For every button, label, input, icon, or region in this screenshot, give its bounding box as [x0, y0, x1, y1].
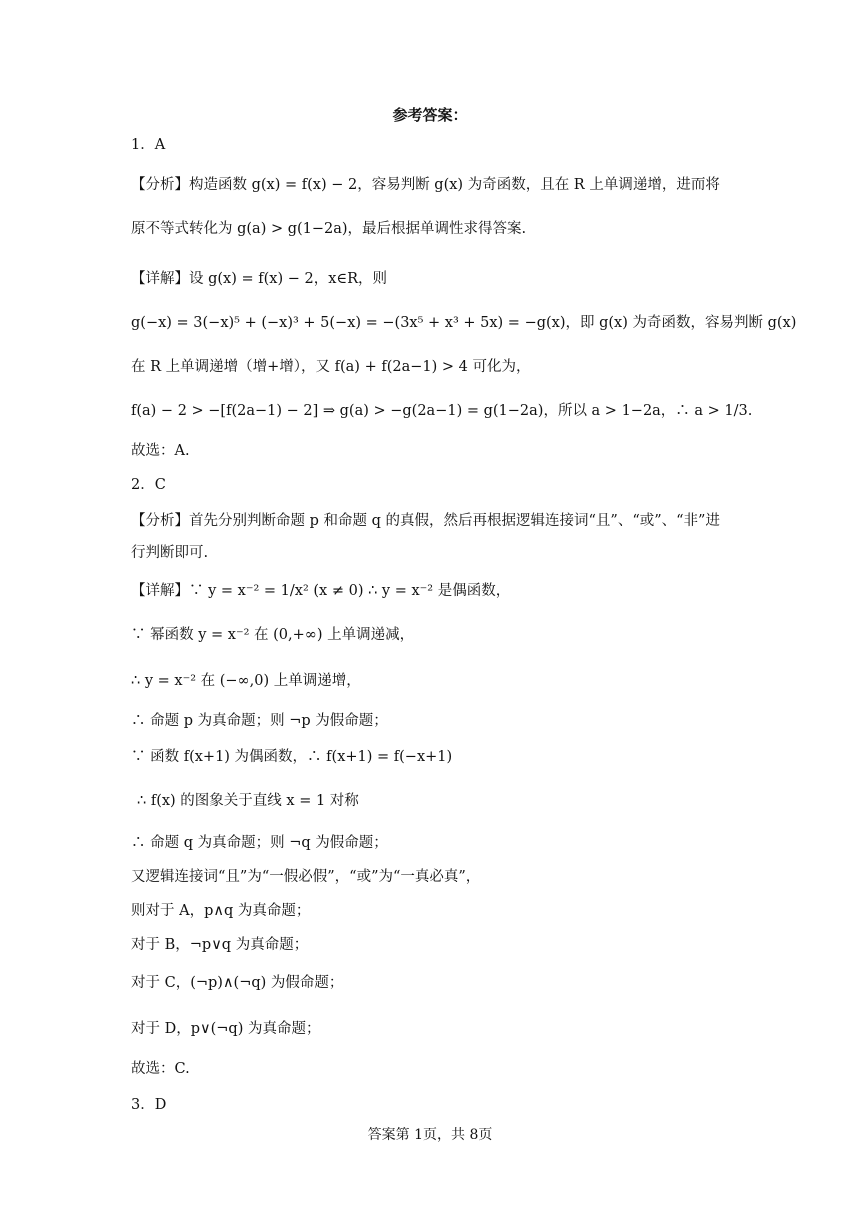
answer-line: 【详解】∵ y = x⁻² = 1/x² (x ≠ 0) ∴ y = x⁻² 是偶函数， [131, 583, 511, 599]
answer-line: 在 R 上单调递增（增+增），又 f(a) + f(2a−1) > 4 可化为， [131, 359, 531, 375]
answer-line: 对于 D，p∨(¬q) 为真命题； [131, 1021, 321, 1037]
answer-line: ∵ 幂函数 y = x⁻² 在 (0,+∞) 上单调递减， [131, 627, 415, 643]
answer-line: 【分析】构造函数 g(x) = f(x) − 2，容易判断 g(x) 为奇函数，且在 R 上单调递增，进而将 [131, 177, 720, 193]
answer-line: f(a) − 2 > −[f(2a−1) − 2] ⇒ g(a) > −g(2a−1) = g(1−2a)，所以 a > 1−2a，∴ a > 1/3. [131, 403, 753, 419]
answer-line: ∴ y = x⁻² 在 (−∞,0) 上单调递增， [131, 673, 361, 689]
answer-line: 故选：A. [131, 443, 190, 459]
answer-line: 1．A [131, 137, 166, 153]
answer-line: g(−x) = 3(−x)⁵ + (−x)³ + 5(−x) = −(3x⁵ + x³ + 5x) = −g(x)，即 g(x) 为奇函数，容易判断 g(x) [131, 315, 797, 331]
answer-line: 又逻辑连接词“且”为“一假必假”，“或”为“一真必真”， [131, 869, 481, 885]
answer-line: 对于 B，¬p∨q 为真命题； [131, 937, 309, 953]
answer-line: 对于 C，(¬p)∧(¬q) 为假命题； [131, 975, 344, 991]
answer-line: ∴ f(x) 的图象关于直线 x = 1 对称 [137, 793, 359, 809]
answer-line: 原不等式转化为 g(a) > g(1−2a)，最后根据单调性求得答案. [131, 221, 527, 237]
answer-line: ∴ 命题 q 为真命题；则 ¬q 为假命题； [131, 835, 388, 851]
page-title: 参考答案： [392, 106, 468, 124]
answer-line: 2．C [131, 477, 166, 493]
answer-line: 3．D [131, 1097, 167, 1113]
answer-line: 故选：C. [131, 1061, 190, 1077]
page-footer: 答案第 1页，共 8页 [367, 1127, 493, 1143]
answer-line: 【详解】设 g(x) = f(x) − 2，x∈R，则 [131, 271, 388, 287]
answer-line: 行判断即可. [131, 545, 209, 561]
answer-line: 则对于 A，p∧q 为真命题； [131, 903, 311, 919]
answer-line: ∴ 命题 p 为真命题；则 ¬p 为假命题； [131, 713, 388, 729]
answer-line: ∵ 函数 f(x+1) 为偶函数，∴ f(x+1) = f(−x+1) [131, 749, 453, 765]
answer-line: 【分析】首先分别判断命题 p 和命题 q 的真假，然后再根据逻辑连接词“且”、“或”、“非”进 [131, 513, 720, 529]
